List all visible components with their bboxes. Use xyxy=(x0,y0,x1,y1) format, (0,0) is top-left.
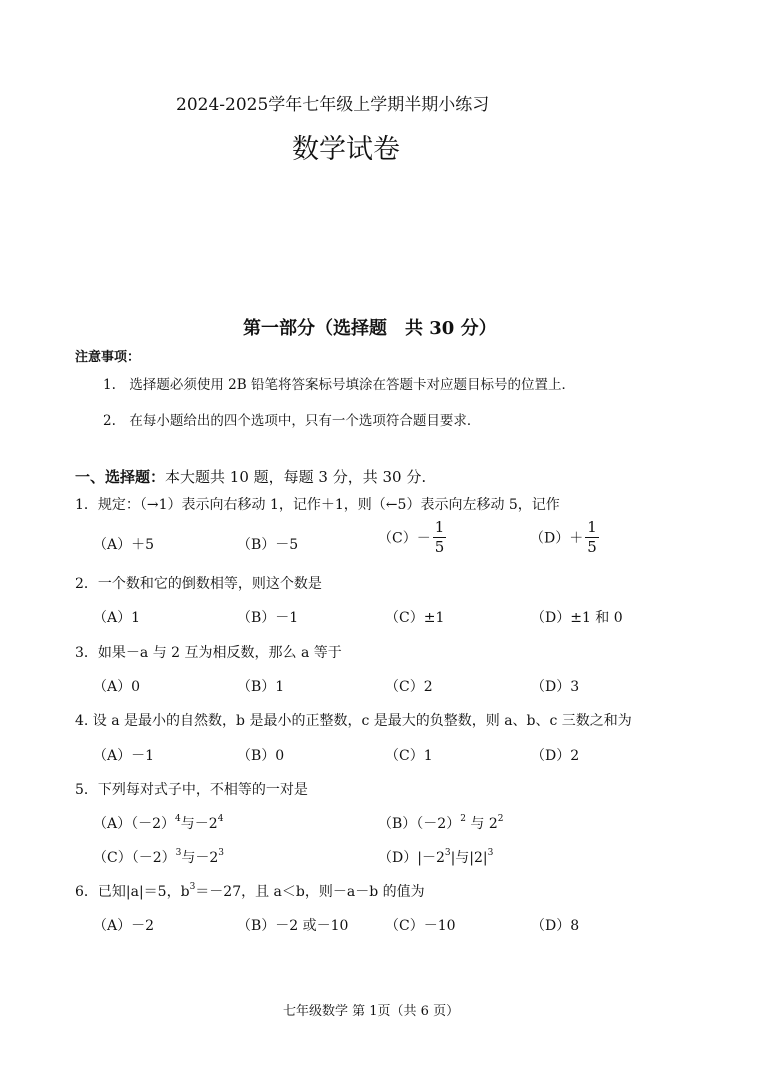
option-b: （B）－1 xyxy=(237,610,299,626)
option-text: |与|2| xyxy=(450,850,488,866)
question-stem: 4. 设 a 是最小的自然数，b 是最小的正整数，c 是最大的负整数，则 a、b、c 三数之和为 xyxy=(75,713,632,729)
option-a: （A）＋5 xyxy=(93,537,155,553)
option-c-prefix: （C）－ xyxy=(378,530,431,547)
option-b: （B）0 xyxy=(237,748,285,764)
exponent: 2 xyxy=(460,814,466,824)
option-d xyxy=(530,520,599,555)
section-desc: 本大题共 10 题，每题 3 分，共 30 分. xyxy=(165,468,427,486)
notice-label: 注意事项： xyxy=(75,350,141,365)
option-c: （C）2 xyxy=(385,679,433,695)
exponent: 3 xyxy=(487,848,494,858)
option-text: 与－2 xyxy=(180,816,218,832)
option-d: （D）2 xyxy=(531,748,580,764)
exam-title: 数学试卷 xyxy=(292,134,400,165)
notice-item: 1. 选择题必须使用 2B 铅笔将答案标号填涂在答题卡对应题目标号的位置上． xyxy=(103,377,575,393)
option-d: （D）±1 和 0 xyxy=(531,610,623,626)
option-c: （C）－10 xyxy=(385,918,456,934)
exponent: 4 xyxy=(175,814,181,824)
option-c: （C）1 xyxy=(385,748,433,764)
option-b: （B）－2 或－10 xyxy=(237,918,349,934)
fraction-numerator: 1 xyxy=(587,518,597,536)
option-b: （B）－5 xyxy=(237,537,299,553)
notice-item: 2. 在每小题给出的四个选项中，只有一个选项符合题目要求． xyxy=(103,413,481,429)
fraction xyxy=(585,520,599,555)
exponent: 4 xyxy=(217,814,224,824)
option-d: （D）8 xyxy=(531,918,580,934)
fraction-denominator: 5 xyxy=(587,538,597,556)
section-heading xyxy=(75,466,426,487)
question-stem: 1．规定：（→1）表示向右移动 1，记作＋1，则（←5）表示向左移动 5，记作 xyxy=(75,497,560,513)
option-text: 与－2 xyxy=(181,850,219,866)
option-d xyxy=(378,847,493,867)
option-a: （A）0 xyxy=(93,679,141,695)
stem-text: 6．已知|a|＝5，b xyxy=(75,884,190,900)
page-footer: 七年级数学 第 1页（共 6 页） xyxy=(283,1004,460,1019)
exponent: 3 xyxy=(189,882,196,892)
section-label: 一、选择题： xyxy=(75,468,166,486)
question-stem xyxy=(75,881,425,901)
exponent: 3 xyxy=(444,848,451,858)
option-text: （C）（－2） xyxy=(93,850,176,866)
option-a: （A）1 xyxy=(93,610,141,626)
option-d-prefix: （D）＋ xyxy=(530,530,584,547)
option-c xyxy=(93,847,224,867)
exponent: 3 xyxy=(175,848,182,858)
option-a xyxy=(93,813,223,833)
part-heading: 第一部分（选择题 共 30 分） xyxy=(243,318,497,339)
fraction xyxy=(433,520,447,555)
question-stem: 3．如果－a 与 2 互为相反数，那么 a 等于 xyxy=(75,645,342,661)
option-a: （A）－1 xyxy=(93,748,155,764)
fraction-numerator: 1 xyxy=(434,518,445,536)
option-a: （A）－2 xyxy=(93,918,155,934)
option-d: （D）3 xyxy=(531,679,580,695)
exam-subtitle: 2024-2025学年七年级上学期半期小练习 xyxy=(176,95,490,115)
option-text: （D）|－2 xyxy=(378,850,445,866)
question-stem: 5．下列每对式子中，不相等的一对是 xyxy=(75,782,308,798)
exponent: 3 xyxy=(218,848,225,858)
option-b xyxy=(378,813,503,833)
option-c: （C）±1 xyxy=(385,610,445,626)
option-c xyxy=(378,520,446,555)
option-text: （A）（－2） xyxy=(93,816,176,832)
exponent: 2 xyxy=(497,814,504,824)
option-text: 与 2 xyxy=(465,816,498,832)
stem-text: ＝－27，且 a＜b，则－a－b 的值为 xyxy=(195,884,425,900)
option-b: （B）1 xyxy=(237,679,285,695)
option-text: （B）（－2） xyxy=(378,816,461,832)
fraction-denominator: 5 xyxy=(434,538,445,556)
question-stem: 2．一个数和它的倒数相等，则这个数是 xyxy=(75,576,322,592)
